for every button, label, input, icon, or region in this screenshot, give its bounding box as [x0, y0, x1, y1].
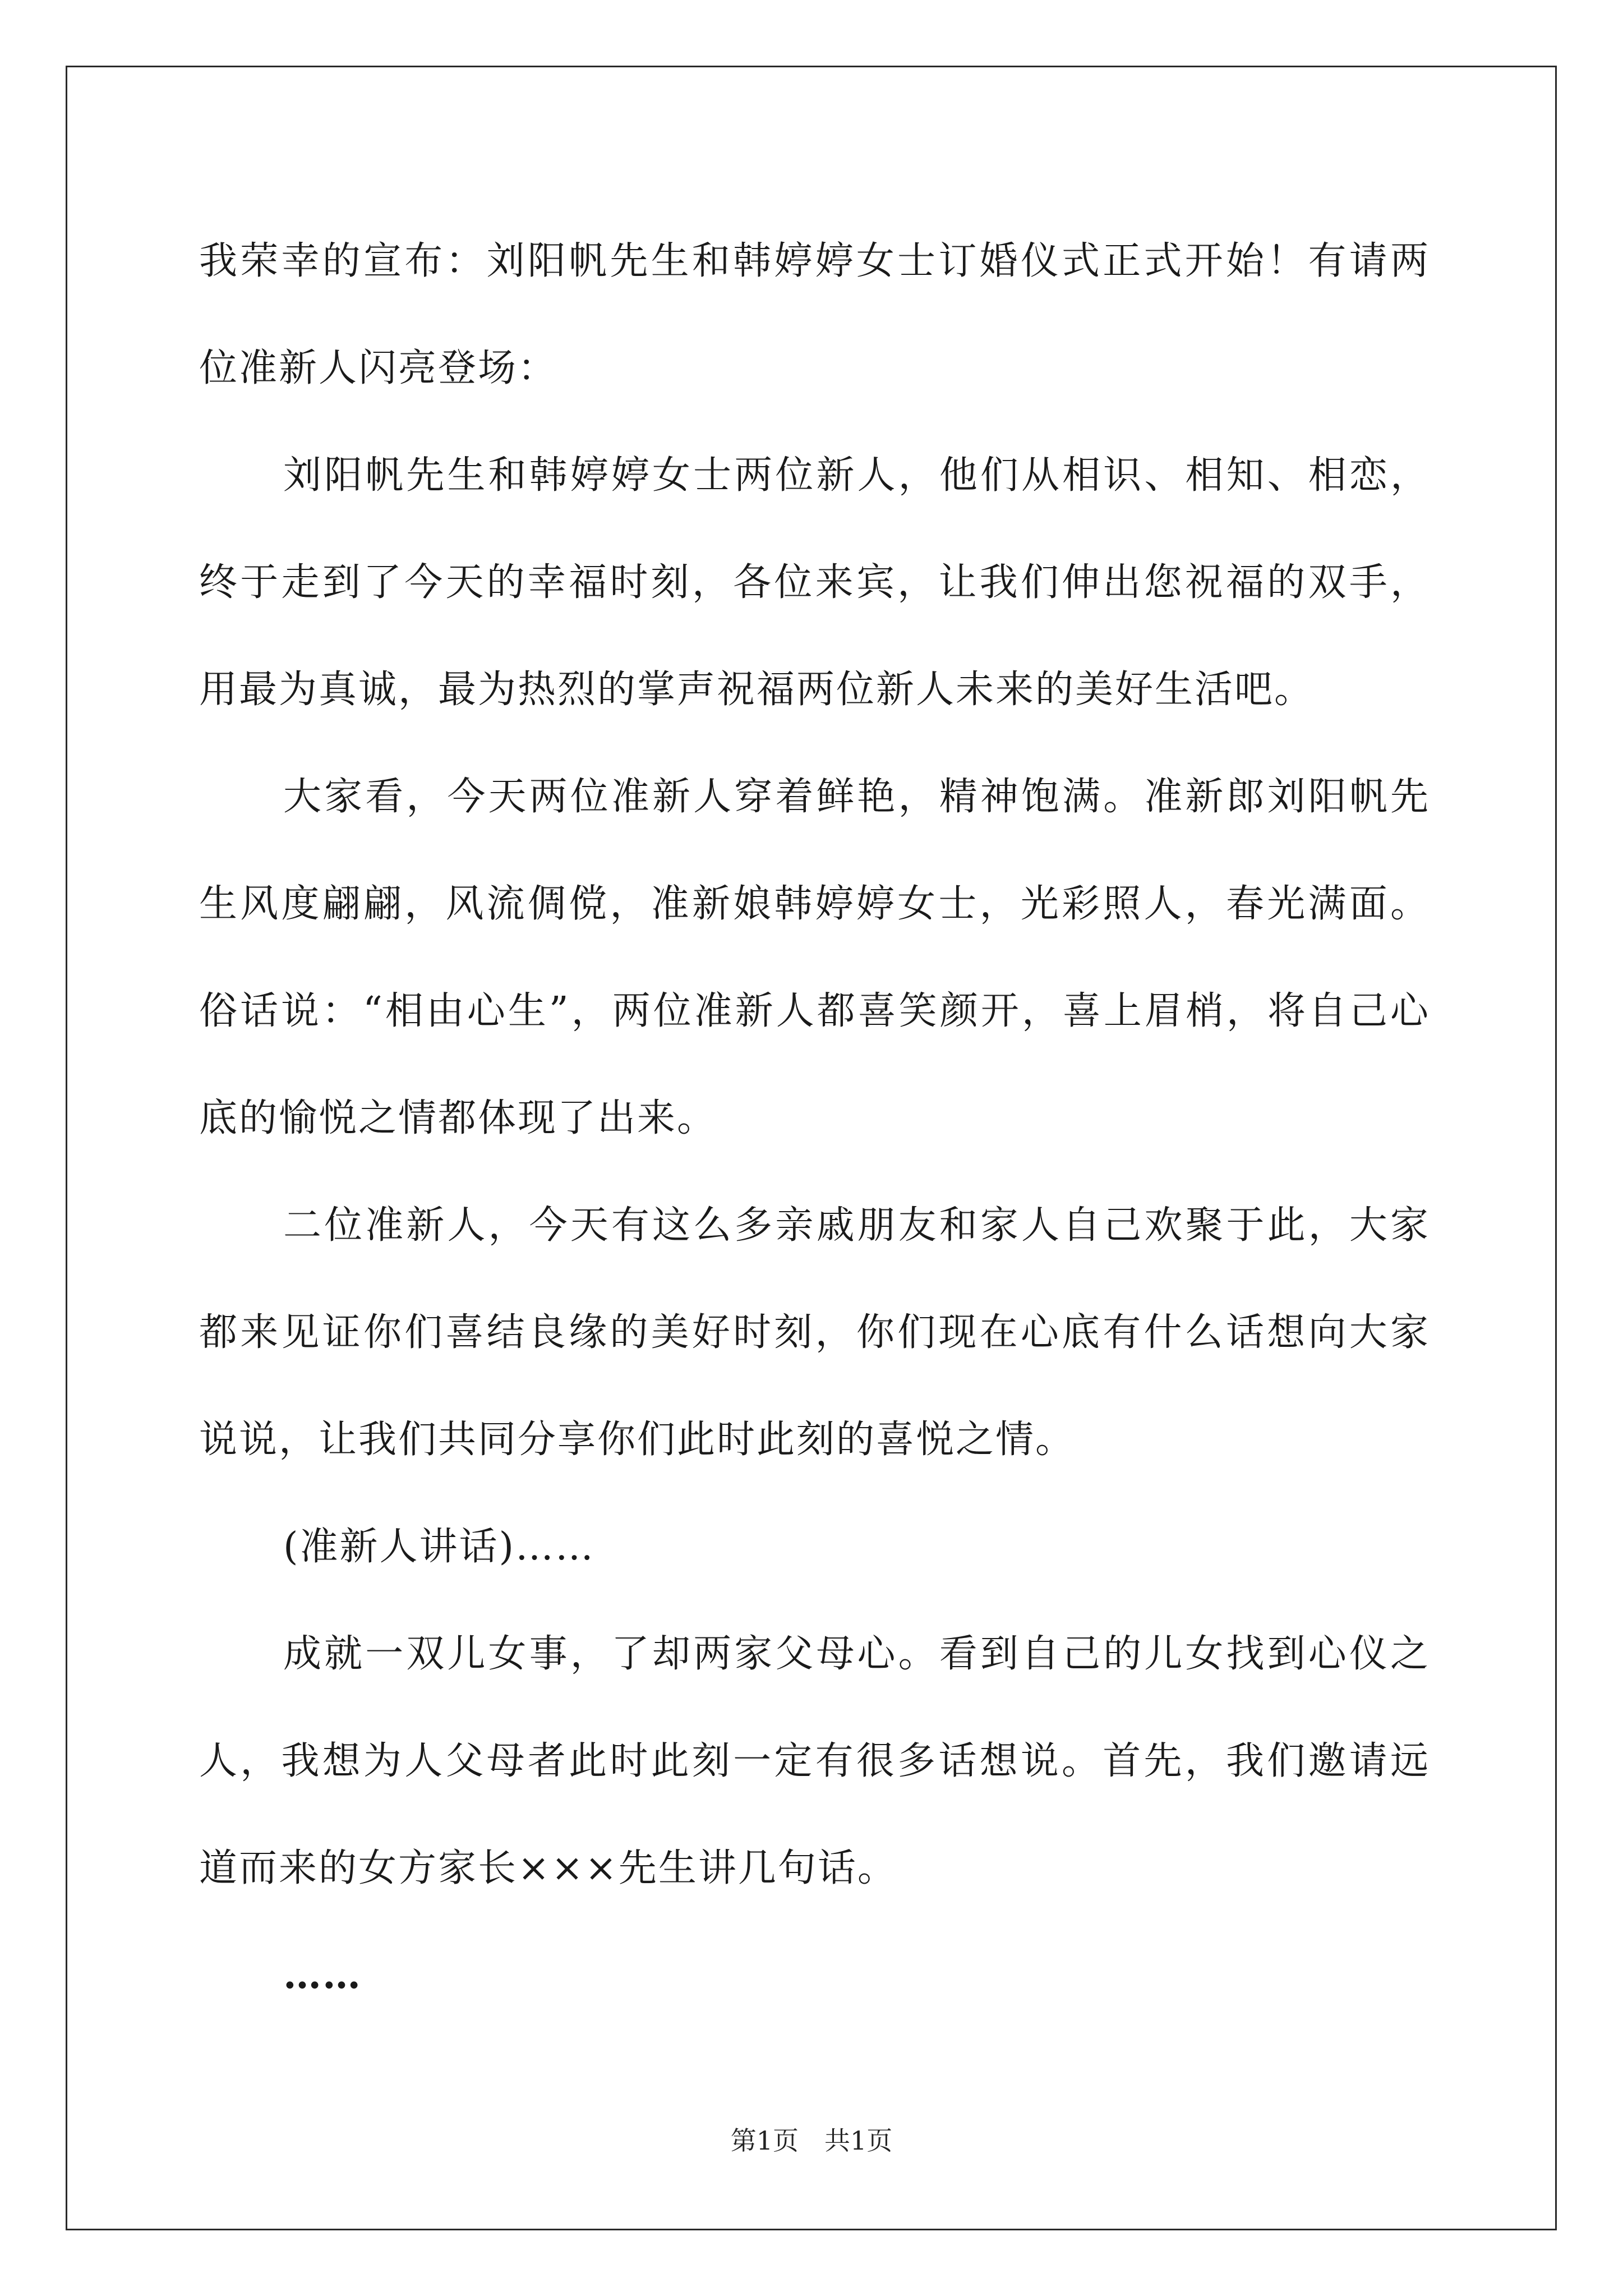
paragraph-parents: 成就一双儿女事，了却两家父母心。看到自己的儿女找到心仪之人，我想为人父母者此时此刻一定有很多话想说。首先，我们邀请远道而来的女方家长×××先生讲几句话。: [199, 1632, 1430, 1890]
paragraph-announcement: 我荣幸的宣布：刘阳帆先生和韩婷婷女士订婚仪式正式开始！有请两位准新人闪亮登场：: [199, 239, 1430, 390]
paragraph-couple-intro: 刘阳帆先生和韩婷婷女士两位新人，他们从相识、相知、相恋，终于走到了今天的幸福时刻，各位来宾，让我们伸出您祝福的双手，用最为真诚，最为热烈的掌声祝福两位新人未来的美好生活吧。: [199, 453, 1430, 712]
paragraph-appearance: 大家看，今天两位准新人穿着鲜艳，精神饱满。准新郎刘阳帆先生风度翩翩，风流倜傥，准新娘韩婷婷女士，光彩照人，春光满面。俗话说：“相由心生”，两位准新人都喜笑颜开，喜上眉梢，将自己心底的愉悦之情都体现了出来。: [199, 775, 1430, 1140]
paragraph-ellipsis: ……: [283, 1953, 362, 1998]
paragraph-couple-speech: (准新人讲话)……: [283, 1525, 596, 1569]
document-body: [199, 208, 1430, 2029]
page-number-footer: 第1页 共1页: [730, 2125, 893, 2156]
paragraph-invite-speech: 二位准新人，今天有这么多亲戚朋友和家人自己欢聚于此，大家都来见证你们喜结良缘的美好时刻，你们现在心底有什么话想向大家说说，让我们共同分享你们此时此刻的喜悦之情。: [199, 1203, 1430, 1462]
